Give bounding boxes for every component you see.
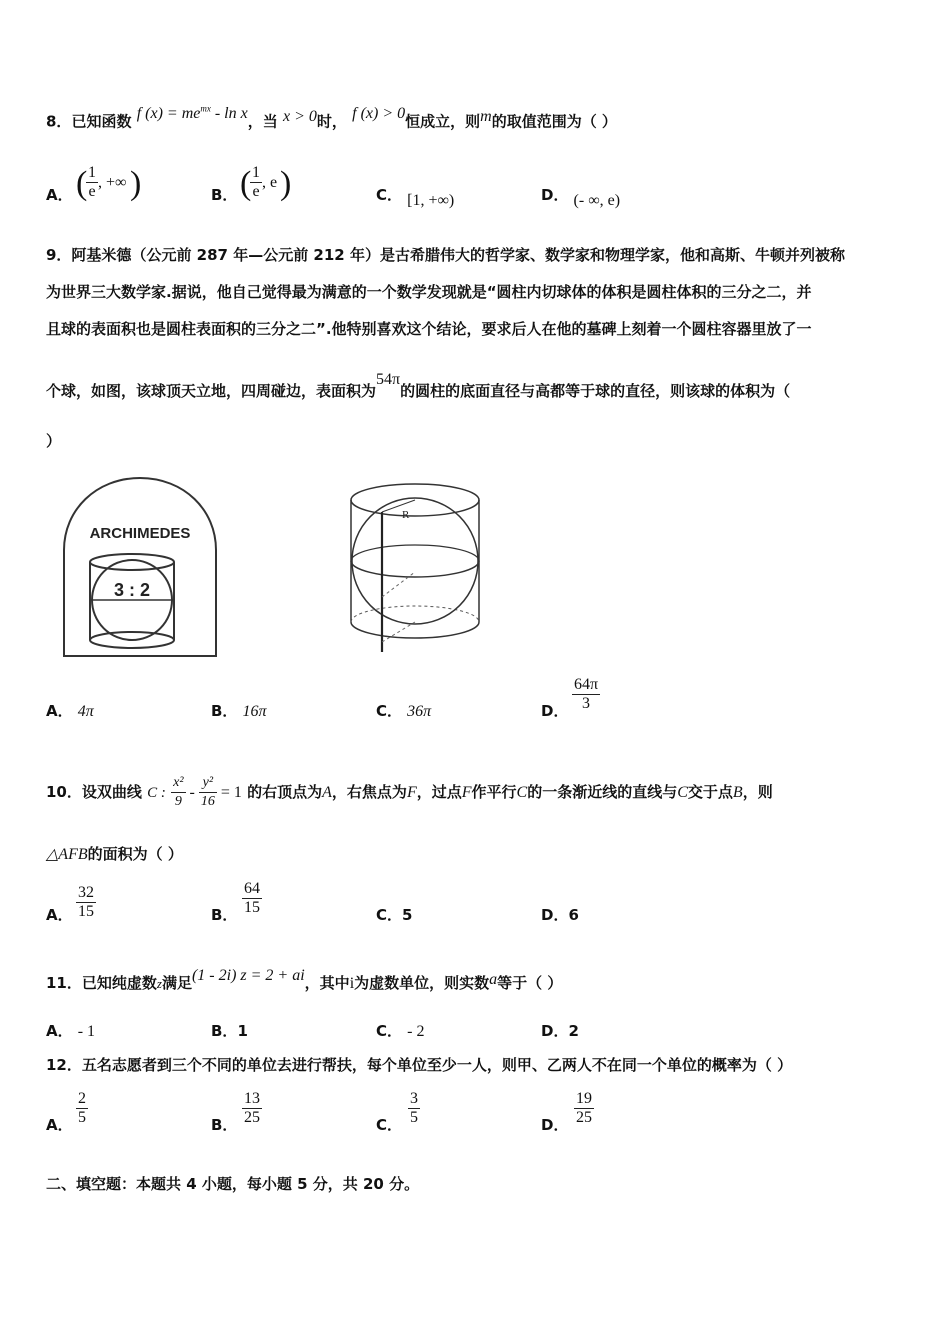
option-d-label[interactable]: D． — [541, 702, 569, 720]
cylinder-sphere-figure — [340, 472, 500, 662]
option-b[interactable]: B． — [211, 186, 238, 204]
option-d[interactable]: D．2 — [541, 1022, 579, 1040]
option-c[interactable]: C． [1, +∞) — [376, 186, 455, 209]
q11-options — [46, 1020, 926, 1046]
option-d[interactable]: D． (- ∞, e) — [541, 186, 621, 209]
option-a[interactable]: A． — [46, 186, 73, 204]
q9-line5: ） — [46, 432, 62, 450]
q9-options — [46, 676, 926, 726]
option-a[interactable]: A． — [46, 906, 73, 924]
fig1-title: ARCHIMEDES — [89, 525, 191, 542]
fig1-ratio: 3 : 2 — [113, 580, 151, 600]
option-a[interactable]: A． — [46, 1116, 73, 1134]
q10-options: A． $\frac{32}{15}$ B． $\frac{64}{15}$ C．5 D．6 — [46, 880, 579, 924]
q9-line3: 且球的表面积也是圆柱表面积的三分之二”.他特别喜欢这个结论，要求后人在他的墓碑上刻着一个圆柱容器里放了一 — [46, 320, 812, 338]
option-c[interactable]: C．5 — [376, 906, 413, 924]
option-c[interactable]: C． - 2 — [376, 1022, 425, 1040]
option-a[interactable]: A． 4π — [46, 702, 94, 720]
option-b[interactable]: B． 16π — [211, 702, 267, 720]
option-d[interactable]: D． — [541, 1116, 569, 1134]
q11-stem: 11．已知纯虚数z满足(1 - 2i) z = 2 + ai，其中i为虚数单位，则实数a等于（ ） — [46, 967, 563, 992]
q8-stem: 8．已知函数 f $(x) = me^{mx} - \ln x$，当 x > 0时， f (x) > 0恒成立，则m的取值范围为（ ） — [46, 104, 617, 131]
option-b[interactable]: B． — [211, 906, 238, 924]
q8-options: A． ( $\frac{1}{e}$ , +∞ ) B． ( $\frac{1}{e}$ , e ) C． [1, +∞) D． (- ∞, e) — [46, 164, 621, 209]
q9-line1: 9．阿基米德（公元前 287 年—公元前 212 年）是古希腊伟大的哲学家、数学家和物理学家，他和高斯、牛顿并列被称 — [46, 246, 845, 264]
fig2-radius-label: R — [402, 509, 410, 521]
q12-options: A． $\frac{2}{5}$ B． $\frac{13}{25}$ C． $\frac{3}{5}$ D． $\frac{19}{25}$ — [46, 1090, 592, 1134]
q10-stem: 10．设双曲线 C : $\frac{\text{x²}}{9}$ - $\frac{\text{y²}}{16}$ = 1 的右顶点为A，右焦点为F，过点F作平行C的一条渐近线的直线与C交于点B，则 — [46, 775, 773, 809]
option-d[interactable]: D．6 — [541, 906, 579, 924]
option-a[interactable]: A． - 1 — [46, 1022, 96, 1040]
option-d-value: $\frac{64\pi}{3}$ — [574, 676, 599, 712]
option-b[interactable]: B．1 — [211, 1022, 248, 1040]
q9-line2: 为世界三大数学家.据说，他自己觉得最为满意的一个数学发现就是“圆柱内切球体的体积是圆柱体积的三分之二，并 — [46, 283, 812, 301]
option-c[interactable]: C． 36π — [376, 702, 432, 720]
q12-stem: 12．五名志愿者到三个不同的单位去进行帮扶，每个单位至少一人，则甲、乙两人不在同一个单位的概率为（ ） — [46, 1056, 793, 1074]
option-b[interactable]: B． — [211, 1116, 238, 1134]
archimedes-tomb-figure — [60, 472, 220, 660]
q9-line4: 个球，如图，该球顶天立地，四周碰边，表面积为54π的圆柱的底面直径与高都等于球的直径，则该球的体积为（ — [46, 371, 791, 400]
option-c[interactable]: C． — [376, 1116, 403, 1134]
section-heading: 二、填空题：本题共 4 小题，每小题 5 分，共 20 分。 — [46, 1175, 420, 1193]
q10-stem-line2: △AFB的面积为（ ） — [46, 845, 183, 863]
